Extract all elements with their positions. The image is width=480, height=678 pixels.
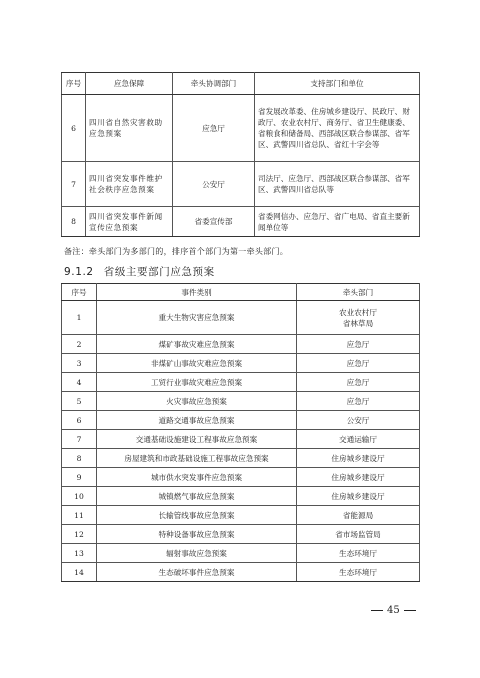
row-number: 7	[62, 162, 86, 207]
section-title: 省级主要部门应急预案	[103, 266, 215, 278]
table-row	[62, 468, 420, 487]
row-number: 8	[62, 449, 97, 468]
section-number: 9.1.2	[64, 266, 94, 278]
section-heading	[64, 264, 215, 279]
event-category: 工贸行业事故灾难应急预案	[97, 373, 297, 392]
support-departments-table	[61, 72, 420, 237]
lead-department: 生态环境厅	[297, 544, 420, 563]
lead-department: 省能源局	[297, 506, 420, 525]
plan-name: 四川省自然灾害救助应急预案	[86, 95, 173, 162]
page-number	[367, 605, 420, 616]
table-row	[62, 449, 420, 468]
lead-department-primary: 农业农村厅	[339, 307, 377, 317]
table-row	[62, 392, 420, 411]
table-row	[62, 301, 420, 335]
event-category: 非煤矿山事故灾难应急预案	[97, 354, 297, 373]
table-row	[62, 411, 420, 430]
support-departments: 司法厅、应急厅、西部战区联合参谋部、省军区、武警四川省总队等	[255, 162, 420, 207]
table-row	[62, 506, 420, 525]
table2-header-no: 序号	[62, 284, 97, 301]
lead-department: 应急厅	[297, 354, 420, 373]
table-row	[62, 354, 420, 373]
table-row	[62, 487, 420, 506]
dash-right	[404, 610, 416, 611]
table-row	[62, 563, 420, 582]
event-category: 重大生物灾害应急预案	[97, 301, 297, 335]
event-category: 特种设备事故应急预案	[97, 525, 297, 544]
event-category: 火灾事故应急预案	[97, 392, 297, 411]
row-number: 14	[62, 563, 97, 582]
plan-name: 四川省突发事件维护社会秩序应急预案	[86, 162, 173, 207]
row-number: 7	[62, 430, 97, 449]
lead-department: 交通运输厅	[297, 430, 420, 449]
lead-department: 生态环境厅	[297, 563, 420, 582]
table1-header-row	[62, 73, 420, 95]
table-row	[62, 430, 420, 449]
row-number: 6	[62, 411, 97, 430]
event-category: 辐射事故应急预案	[97, 544, 297, 563]
table2-header-row	[62, 284, 420, 301]
page-number-text: 45	[387, 605, 400, 616]
dash-left	[371, 610, 383, 611]
lead-department-secondary: 省林草局	[342, 318, 374, 328]
lead-department	[297, 301, 420, 335]
row-number: 8	[62, 207, 86, 237]
table1-header-lead: 牵头协调部门	[173, 73, 255, 95]
table-row	[62, 544, 420, 563]
row-number: 5	[62, 392, 97, 411]
row-number: 13	[62, 544, 97, 563]
event-category: 生态破坏事件应急预案	[97, 563, 297, 582]
row-number: 1	[62, 301, 97, 335]
event-category: 长输管线事故应急预案	[97, 506, 297, 525]
table-note: 备注：牵头部门为多部门的，排序首个部门为第一牵头部门。	[64, 247, 289, 256]
table2-header-category: 事件类别	[97, 284, 297, 301]
support-departments: 省发展改革委、住房城乡建设厅、民政厅、财政厅、农业农村厅、商务厅、省卫生健康委、省粮食和储备局、西部战区联合参谋部、省军区、武警四川省总队、省红十字会等	[255, 95, 420, 162]
plan-name: 四川省突发事件新闻宣传应急预案	[86, 207, 173, 237]
row-number: 9	[62, 468, 97, 487]
table1-row	[62, 95, 420, 162]
lead-department: 住房城乡建设厅	[297, 487, 420, 506]
row-number: 10	[62, 487, 97, 506]
lead-department: 省市场监管局	[297, 525, 420, 544]
table1-header-support: 支持部门和单位	[255, 73, 420, 95]
lead-department: 省委宣传部	[173, 207, 255, 237]
lead-department: 应急厅	[297, 373, 420, 392]
row-number: 11	[62, 506, 97, 525]
row-number: 2	[62, 335, 97, 354]
row-number: 6	[62, 95, 86, 162]
event-category: 道路交通事故应急预案	[97, 411, 297, 430]
lead-department: 公安厅	[297, 411, 420, 430]
lead-department: 应急厅	[173, 95, 255, 162]
event-category: 煤矿事故灾难应急预案	[97, 335, 297, 354]
support-departments: 省委网信办、应急厅、省广电局、省直主要新闻单位等	[255, 207, 420, 237]
table2-header-lead: 牵头部门	[297, 284, 420, 301]
event-category: 交通基础设施建设工程事故应急预案	[97, 430, 297, 449]
table1-row	[62, 162, 420, 207]
event-category: 城镇燃气事故应急预案	[97, 487, 297, 506]
row-number: 12	[62, 525, 97, 544]
lead-department: 公安厅	[173, 162, 255, 207]
lead-department: 应急厅	[297, 335, 420, 354]
lead-department: 住房城乡建设厅	[297, 449, 420, 468]
department-plans-table	[61, 283, 420, 582]
table-row	[62, 373, 420, 392]
row-number: 3	[62, 354, 97, 373]
table1-header-plan: 应急保障	[86, 73, 173, 95]
table1-header-no: 序号	[62, 73, 86, 95]
table-row	[62, 335, 420, 354]
event-category: 城市供水突发事件应急预案	[97, 468, 297, 487]
event-category: 房屋建筑和市政基础设施工程事故应急预案	[97, 449, 297, 468]
lead-department: 应急厅	[297, 392, 420, 411]
table-row	[62, 525, 420, 544]
table1-row	[62, 207, 420, 237]
row-number: 4	[62, 373, 97, 392]
lead-department: 住房城乡建设厅	[297, 468, 420, 487]
